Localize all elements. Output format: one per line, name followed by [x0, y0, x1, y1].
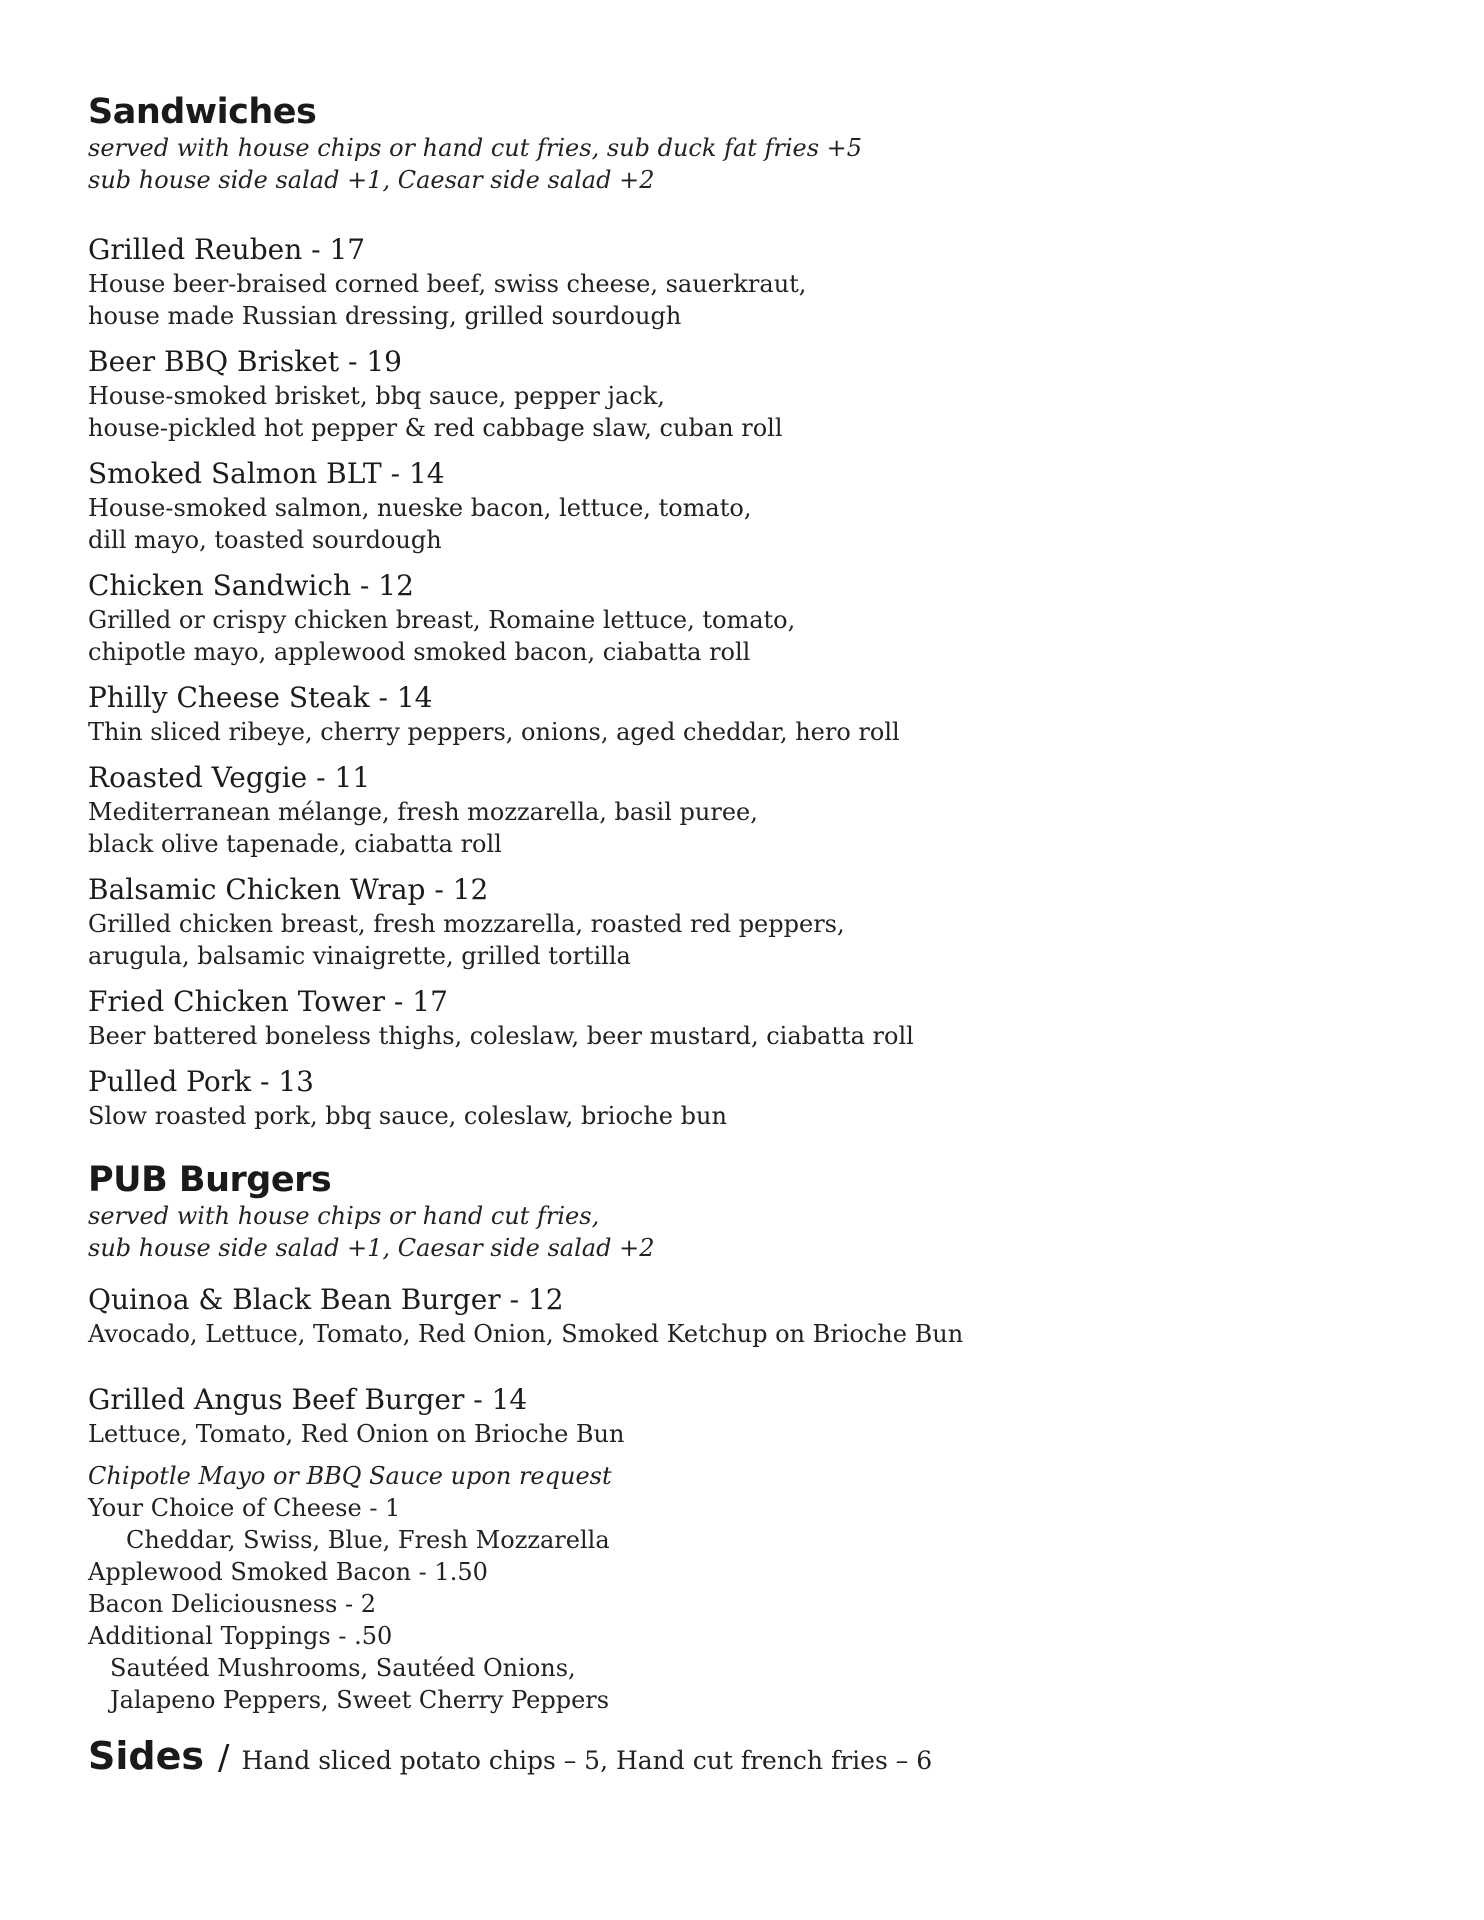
sides-text: Hand sliced potato chips – 5, Hand cut french fries – 6	[241, 1746, 933, 1775]
menu-item-description: Thin sliced ribeye, cherry peppers, onions, aged cheddar, hero roll	[88, 718, 900, 746]
burgers-title: PUB Burgers	[88, 1160, 332, 1200]
menu-item	[88, 760, 1388, 860]
menu-item	[88, 1064, 1388, 1132]
sides-section	[88, 1734, 1388, 1778]
menu-item-description: house-pickled hot pepper & red cabbage slaw, cuban roll	[88, 414, 783, 442]
menu-item	[88, 984, 1388, 1052]
menu-item-description: House beer-braised corned beef, swiss cheese, sauerkraut,	[88, 270, 807, 298]
menu-item-description: house made Russian dressing, grilled sourdough	[88, 302, 682, 330]
menu-item-title: Philly Cheese Steak - 14	[88, 681, 433, 714]
menu-item-title: Balsamic Chicken Wrap - 12	[88, 873, 489, 906]
menu-item-description: Grilled chicken breast, fresh mozzarella, roasted red peppers,	[88, 910, 845, 938]
sides-title: Sides	[88, 1734, 204, 1778]
burgers-subtitle-line: sub house side salad +1, Caesar side salad +2	[88, 1234, 655, 1262]
burgers-subtitle	[88, 1200, 1388, 1264]
sandwiches-subtitle	[88, 132, 1388, 196]
bacon-deliciousness-option: Bacon Deliciousness - 2	[88, 1590, 376, 1618]
menu-item-title: Chicken Sandwich - 12	[88, 569, 414, 602]
menu-item-description: Beer battered boneless thighs, coleslaw, beer mustard, ciabatta roll	[88, 1022, 914, 1050]
sauce-note: Chipotle Mayo or BBQ Sauce upon request	[88, 1462, 612, 1490]
menu-item-description: chipotle mayo, applewood smoked bacon, ciabatta roll	[88, 638, 751, 666]
menu-item-description: Mediterranean mélange, fresh mozzarella, basil puree,	[88, 798, 758, 826]
menu-item	[88, 456, 1388, 556]
menu-item	[88, 680, 1388, 748]
menu-item-title: Grilled Angus Beef Burger - 14	[88, 1383, 528, 1416]
menu-item	[88, 1382, 1388, 1450]
menu-item-description: House-smoked brisket, bbq sauce, pepper jack,	[88, 382, 665, 410]
cheese-option: Your Choice of Cheese - 1	[88, 1494, 401, 1522]
toppings-choices: Jalapeno Peppers, Sweet Cherry Peppers	[110, 1686, 610, 1714]
menu-item-title: Quinoa & Black Bean Burger - 12	[88, 1283, 564, 1316]
menu-item-description: arugula, balsamic vinaigrette, grilled tortilla	[88, 942, 631, 970]
menu-item-description: Grilled or crispy chicken breast, Romaine lettuce, tomato,	[88, 606, 796, 634]
menu-item-title: Smoked Salmon BLT - 14	[88, 457, 445, 490]
sandwiches-subtitle-line: served with house chips or hand cut fries, sub duck fat fries +5	[88, 134, 863, 162]
menu-item-description: black olive tapenade, ciabatta roll	[88, 830, 502, 858]
menu-item-description: Avocado, Lettuce, Tomato, Red Onion, Smoked Ketchup on Brioche Bun	[88, 1320, 964, 1348]
menu-item-description: Slow roasted pork, bbq sauce, coleslaw, brioche bun	[88, 1102, 727, 1130]
burger-list	[88, 1282, 1388, 1450]
burgers-section	[88, 1160, 1388, 1716]
menu-item-title: Grilled Reuben - 17	[88, 233, 366, 266]
burgers-subtitle-line: served with house chips or hand cut fries,	[88, 1202, 600, 1230]
toppings-option: Additional Toppings - .50	[88, 1622, 393, 1650]
menu-item	[88, 1282, 1388, 1350]
sandwiches-title: Sandwiches	[88, 92, 317, 132]
menu-item	[88, 232, 1388, 332]
menu-item-title: Fried Chicken Tower - 17	[88, 985, 448, 1018]
toppings-choices: Sautéed Mushrooms, Sautéed Onions,	[110, 1654, 576, 1682]
sandwich-list	[88, 232, 1388, 1132]
cheese-choices: Cheddar, Swiss, Blue, Fresh Mozzarella	[126, 1526, 610, 1554]
sandwiches-subtitle-line: sub house side salad +1, Caesar side salad +2	[88, 166, 655, 194]
menu-item	[88, 344, 1388, 444]
menu-item-description: House-smoked salmon, nueske bacon, lettuce, tomato,	[88, 494, 752, 522]
menu-item-description: dill mayo, toasted sourdough	[88, 526, 442, 554]
menu-item-title: Beer BBQ Brisket - 19	[88, 345, 402, 378]
bacon-option: Applewood Smoked Bacon - 1.50	[88, 1558, 488, 1586]
burger-addons	[88, 1460, 1388, 1716]
menu-item-title: Roasted Veggie - 11	[88, 761, 371, 794]
sides-slash: /	[218, 1738, 230, 1778]
sandwiches-section	[88, 92, 1388, 1132]
menu-item	[88, 872, 1388, 972]
menu-item	[88, 568, 1388, 668]
menu-item-title: Pulled Pork - 13	[88, 1065, 314, 1098]
menu-page	[88, 92, 1388, 1778]
menu-item-description: Lettuce, Tomato, Red Onion on Brioche Bun	[88, 1420, 625, 1448]
